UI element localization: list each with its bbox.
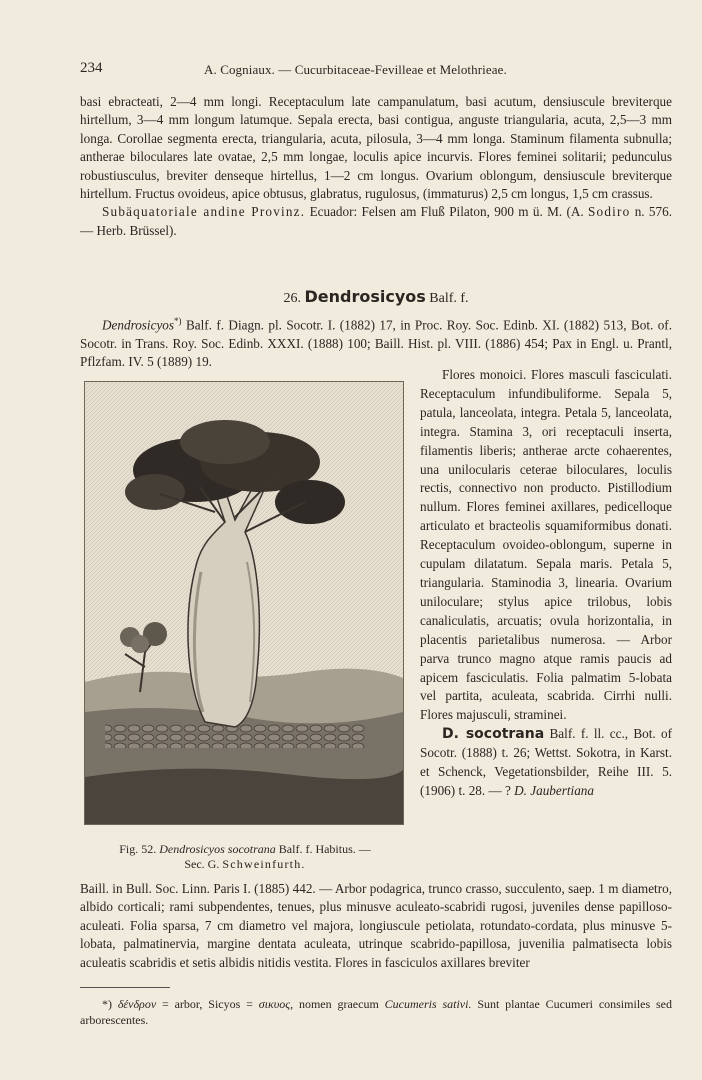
synonymy-paragraph: [80, 312, 672, 372]
genus-heading: [80, 287, 672, 307]
page-number: 234: [80, 60, 103, 76]
running-header: [80, 60, 672, 80]
genus-author: Balf. f.: [429, 291, 469, 306]
species-description: Baill. in Bull. Soc. Linn. Paris I. (1885) 442. — Arbor podagrica, trunco crasso, succulento, saep. 1 m diametro, albido corticali; rami subpendentes, tenues, plus minusve aculeato-scabridi rugosi, juveniles dense papilloso-aculeati. Folia sparsa, 7 cm diametro vel majora, longiuscule petiolata, rotundato-cordata, plus minusve 5-lobata, palmatinervia, margine dentata aculeata, utrinque scabrido-papillosa, juvenilia palmatisecta lobis aculeatis scabridis et setis albidis nitidis vestita. Flores in fasciculos axillares breviter: [80, 881, 672, 970]
species-name: D. socotrana: [442, 726, 545, 743]
synonymy-name: Dendrosicyos: [102, 317, 175, 333]
footnote-species: Cucumeris sativi.: [384, 997, 472, 1011]
footnote-text-1: = arbor, Sicyos =: [161, 997, 253, 1011]
collector-name: Sodiro: [588, 204, 631, 220]
footnote-greek-tree: δένδρον: [117, 997, 157, 1011]
distribution-label: Subäquatoriale andine Provinz.: [102, 204, 306, 220]
footnote-rule: [80, 987, 170, 988]
distribution-end: n. 576. — Herb. Brüssel).: [80, 204, 672, 238]
footnote-text-3: Sunt plantae Cucumeri consimiles sed arborescentes.: [80, 997, 672, 1027]
figure-label: Fig. 52.: [119, 842, 157, 856]
genus-number: 26.: [283, 291, 301, 306]
footnote-greek-sicyos: σικυος: [258, 997, 291, 1011]
distribution-line: [80, 203, 672, 240]
genus-description-column: [420, 366, 672, 801]
genus-name: Dendrosicyos: [304, 287, 426, 306]
footnote-text-2: , nomen graecum: [290, 997, 379, 1011]
distribution-text: Ecuador: Felsen am Fluß Pilaton, 900 m ü. M. (A.: [309, 204, 584, 220]
species-citation: Balf. f. ll. cc., Bot. of Socotr. (1888) t. 26; Wettst. Sokotra, in Karst. et Schenck, Vegetationsbilder, Reihe III. 5. (1906) t. 28. — ?: [420, 726, 673, 798]
species-entry: [420, 725, 672, 801]
figure-credit-prefix: Sec. G.: [184, 857, 220, 871]
intro-paragraph: [80, 93, 672, 240]
synonymy-text: Balf. f. Diagn. pl. Socotr. I. (1882) 17, in Proc. Roy. Soc. Edinb. XI. (1882) 513, Bot. of. Socotr. in Trans. Roy. Soc. Edinb. XXXI. (1888) 100; Baill. Hist. pl. VIII. (1886) 454; Pax in Engl. u. Prantl, Pflzfam. IV. 5 (1889) 19.: [80, 317, 672, 370]
synonymy-footnote-marker: *): [174, 316, 182, 326]
genus-description: Flores monoici. Flores masculi fasciculati. Receptaculum infundibuliforme. Sepala 5, patula, lanceolata, integra. Petala 5, lanceolata, integra. Stamina 3, ori receptaculi inserta, filamentis liberis; antherae arcte cohaerentes, una unilocularis ceterae biloculares, loculis rectis, connectivo non producto. Pistillodium nullum. Flores feminei axillares, pedicelloque articulato et bracteolis squamiformibus donati. Receptaculum ovoideo-oblongum, superne in cupulam dilatatum. Sepala maris. Petala 5, triangularia. Staminodia 3, linearia. Ovarium uniloculare; stylus apice trilobus, lobis canaliculatis, arcuatis; ovula horizontalia, in placentis parietalibus numerosa. — Arbor parva trunco magno atque ramis paucis ad apicem fasciculatis. Folia palmatim 5-lobata vel partita, aculeata, scabrida. Cirrhi nulli. Flores majusculi, straminei.: [420, 367, 672, 723]
baobab-like-tree-drawing: [85, 382, 403, 824]
figure-credit-name: Schweinfurth.: [222, 857, 306, 871]
species-synonym: D. Jaubertiana: [514, 782, 594, 798]
figure-caption: [80, 842, 410, 872]
figure-title-author: Balf. f. Habitus. —: [278, 842, 371, 856]
intro-text: basi ebracteati, 2—4 mm longi. Receptaculum late campanulatum, basi acutum, densiuscule breviterque hirtellum, 3—4 mm longum latumque. Sepala erecta, basi contigua, anguste triangularia, acuta, 2,5—3 mm longa. Corollae segmenta erecta, triangularia, acuta, pilosula, 3—4 mm longa. Staminum filamenta subnulla; antherae biloculares late ovatae, 2,5 mm longae, loculis apice incurvis. Flores feminei solitarii; pedunculus robustiusculus, breviter denseque hirtellus, 1—2 cm longus. Ovarium oblongum, densiuscule breviterque hirtellum. Fructus ovoideus, apice obtusus, glabratus, rugulosus, (immaturus) 2,5 cm longus, 1,5 cm crassus.: [80, 94, 672, 202]
footnote: [80, 996, 672, 1028]
habitus-illustration: [84, 381, 404, 825]
running-title: A. Cogniaux. — Cucurbitaceae-Fevilleae et Melothrieae.: [204, 62, 507, 77]
figure-title: Dendrosicyos socotrana: [159, 842, 276, 856]
footnote-marker: *): [102, 997, 112, 1011]
